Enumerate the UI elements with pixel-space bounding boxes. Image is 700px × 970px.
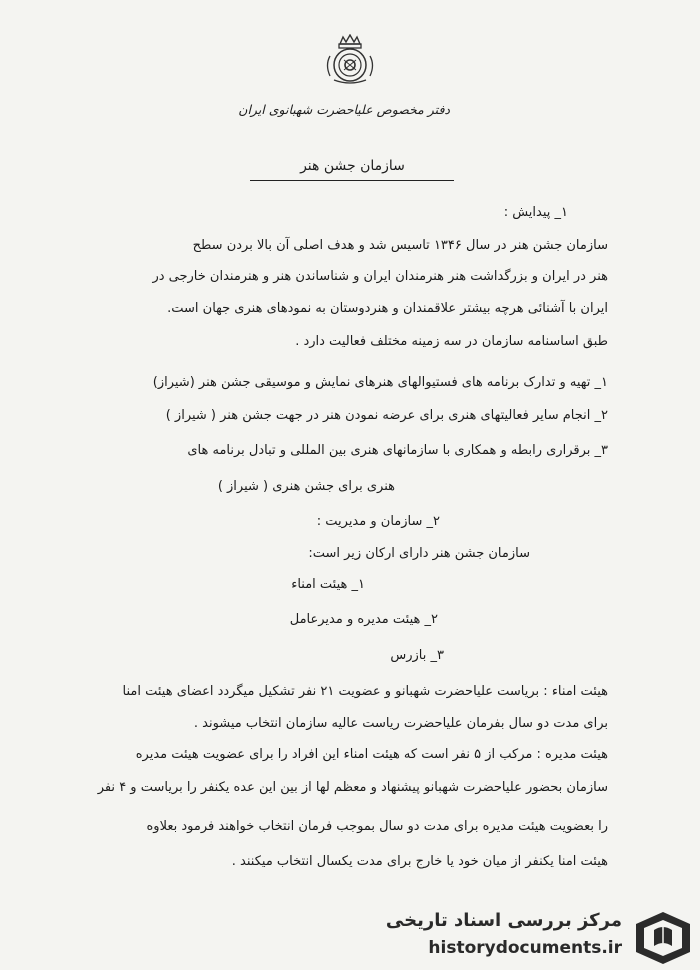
- royal-emblem-icon: [322, 34, 378, 86]
- body-line: هیئت مدیره : مرکب از ۵ نفر است که هیئت امناء این افراد را برای عضویت هیئت مدیره: [135, 747, 608, 762]
- body-line: سازمان جشن هنر در سال ۱۳۴۶ تاسیس شد و هدف اصلی آن بالا بردن سطح: [192, 238, 608, 253]
- body-line: سازمان بحضور علیاحضرت شهبانو پیشنهاد و معظم لها از بین این عده یکنفر را بریاست و ۴ نفر: [97, 780, 608, 795]
- office-heading: دفتر مخصوص علیاحضرت شهبانوی ایران: [238, 102, 450, 117]
- body-line: هیئت امناء : بریاست علیاحضرت شهبانو و عضویت ۲۱ نفر تشکیل میگردد اعضای هیئت امنا: [122, 684, 608, 699]
- watermark: [385, 900, 700, 970]
- list-item: ۲_ هیئت مدیره و مدیرعامل: [289, 612, 438, 627]
- body-line: هنر در ایران و بزرگداشت هنر هنرمندان ایران و شناساندن هنر و هنرمندان خارجی در: [152, 269, 608, 284]
- list-item: ۲_ انجام سایر فعالیتهای هنری برای عرضه نمودن هنر در جهت جشن هنر ( شیراز ): [165, 408, 608, 423]
- title-underline: [250, 180, 454, 181]
- archive-logo-icon: [632, 908, 694, 966]
- body-line: سازمان جشن هنر دارای ارکان زیر است:: [308, 546, 530, 561]
- body-line: ایران با آشنائی هرچه بیشتر علاقمندان و هنردوستان به نمودهای هنری جهان است.: [167, 301, 608, 316]
- list-item: ۱_ هیئت امناء: [291, 577, 365, 592]
- document-title: سازمان جشن هنر: [300, 158, 405, 174]
- body-line: طبق اساسنامه سازمان در سه زمینه مختلف فعالیت دارد .: [295, 334, 608, 349]
- watermark-url: historydocuments.ir: [428, 938, 622, 958]
- list-item: ۱_ تهیه و تدارک برنامه های فستیوالهای هنرهای نمایش و موسیقی جشن هنر (شیراز): [152, 375, 608, 390]
- watermark-title: مرکز بررسی اسناد تاریخی: [385, 910, 622, 931]
- section-heading-origin: ۱_ پیدایش :: [503, 205, 568, 220]
- body-line: برای مدت دو سال بفرمان علیاحضرت ریاست عالیه سازمان انتخاب میشوند .: [193, 716, 608, 731]
- section-heading-organization: ۲_ سازمان و مدیریت :: [316, 514, 440, 529]
- list-item: ۳_ برقراری رابطه و همکاری با سازمانهای هنری بین المللی و تبادل برنامه های: [187, 443, 608, 458]
- list-item: ۳_ بازرس: [390, 648, 444, 663]
- list-item-continuation: هنری برای جشن هنری ( شیراز ): [217, 479, 395, 494]
- body-line: را بعضویت هیئت مدیره برای مدت دو سال بموجب فرمان انتخاب خواهند فرمود بعلاوه: [146, 819, 608, 834]
- body-line: هیئت امنا یکنفر از میان خود یا خارج برای مدت یکسال انتخاب میکنند .: [231, 854, 608, 869]
